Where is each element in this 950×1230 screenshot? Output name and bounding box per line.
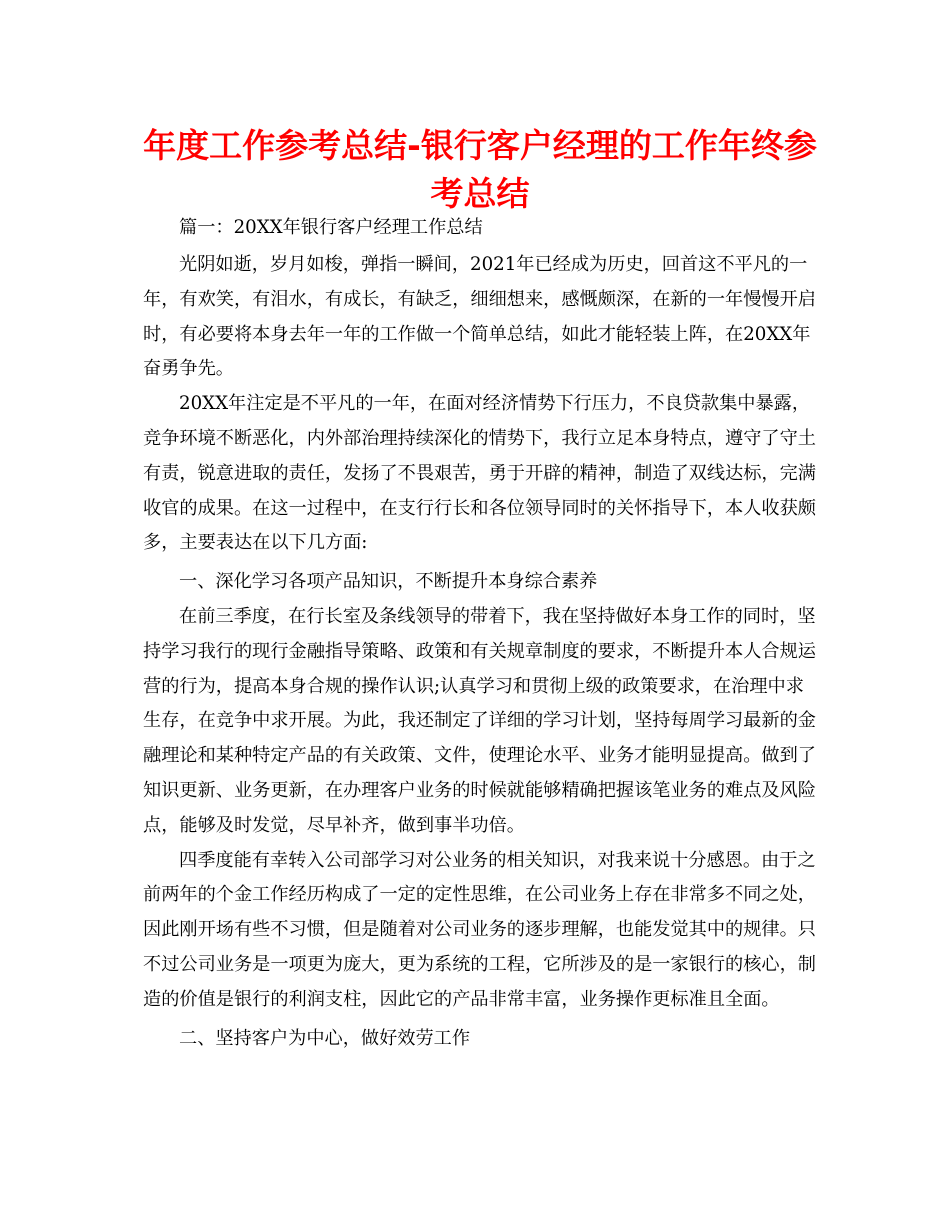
document-title: 年度工作参考总结-银行客户经理的工作年终参考总结 bbox=[143, 126, 817, 213]
section-heading-two: 二、坚持客户为中心，做好效劳工作 bbox=[179, 1027, 471, 1049]
document-subtitle: 篇一：20XX年银行客户经理工作总结 bbox=[179, 217, 483, 238]
paragraph-year-review: 20XX年注定是不平凡的一年，在面对经济情势下行压力，不良贷款集中暴露，竞争环境不断恶化，内外部治理持续深化的情势下，我行立足本身特点，遵守了守土有责，锐意进取的责任，发扬了不畏艰苦，勇于开辟的精神，制造了双线达标，完满收官的成果。在这一过程中，在支行行长和各位领导同时的关怀指导下，本人收获颇多，主要表达在以下几方面: bbox=[143, 393, 816, 554]
paragraph-corporate: 四季度能有幸转入公司部学习对公业务的相关知识，对我来说十分感恩。由于之前两年的个金工作经历构成了一定的定性思维，在公司业务上存在非常多不同之处，因此刚开场有些不习惯，但是随着对公司业务的逐步理解，也能发觉其中的规律。只不过公司业务是一项更为庞大，更为系统的工程，它所涉及的是一家银行的核心，制造的价值是银行的利润支柱，因此它的产品非常丰富，业务操作更标准且全面。 bbox=[143, 849, 816, 1010]
document-body bbox=[143, 210, 818, 1056]
section-heading-one: 一、深化学习各项产品知识，不断提升本身综合素养 bbox=[179, 571, 598, 593]
paragraph-learning: 在前三季度，在行长室及条线领导的带着下，我在坚持做好本身工作的同时，坚持学习我行的现行金融指导策略、政策和有关规章制度的要求，不断提升本人合规运营的行为，提高本身合规的操作认识;认真学习和贯彻上级的政策要求，在治理中求生存，在竞争中求开展。为此，我还制定了详细的学习计划，坚持每周学习最新的金融理论和某种特定产品的有关政策、文件，使理论水平、业务才能明显提高。做到了知识更新、业务更新，在办理客户业务的时候就能够精确把握该笔业务的难点及风险点，能够及时发觉，尽早补齐，做到事半功倍。 bbox=[143, 605, 816, 836]
paragraph-intro: 光阴如逝，岁月如梭，弹指一瞬间，2021年已经成为历史，回首这不平凡的一年，有欢笑，有泪水，有成长，有缺乏，细细想来，感慨颇深，在新的一年慢慢开启时，有必要将本身去年一年的工作做一个简单总结，如此才能轻装上阵，在20XX年奋勇争先。 bbox=[143, 254, 816, 380]
